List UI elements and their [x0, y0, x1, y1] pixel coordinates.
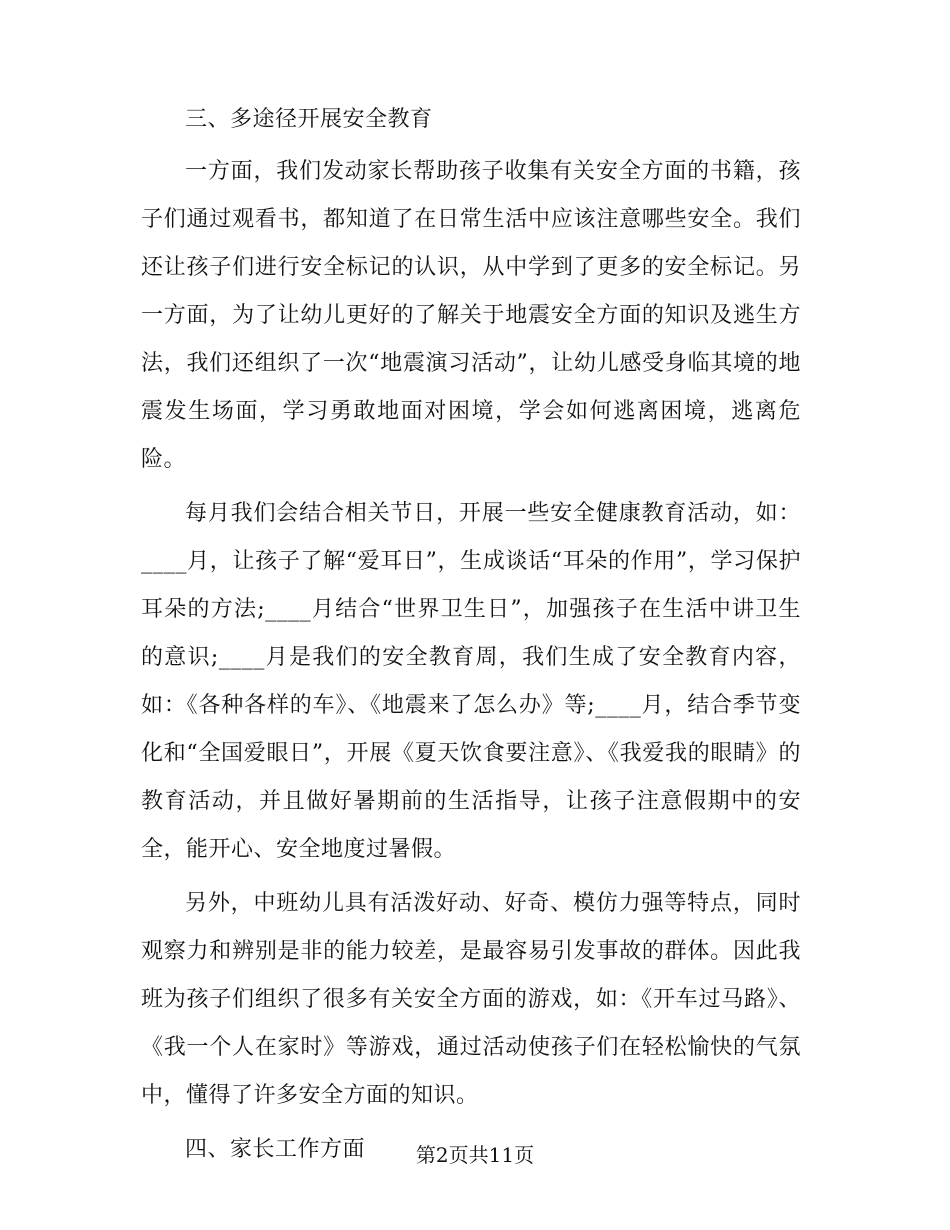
paragraph-monthly-activities: 每月我们会结合相关节日，开展一些安全健康教育活动，如：____月，让孩子了解“爱耳日”，生成谈话“耳朵的作用”，学习保护耳朵的方法;____月结合“世界卫生日”，加强孩子在生活中讲卫生的意识;____月是我们的安全教育周，我们生成了安全教育内容，如：《各种各样的车》、《地震来了怎么办》等;____月，结合季节变化和“全国爱眼日”，开展《夏天饮食要注意》、《我爱我的眼睛》的教育活动，并且做好暑期前的生活指导，让孩子注意假期中的安全，能开心、安全地度过暑假。: [141, 501, 801, 862]
document-body: [141, 96, 801, 1174]
paragraph-safety-games: 另外，中班幼儿具有活泼好动、好奇、模仿力强等特点，同时观察力和辨别是非的能力较差，是最容易引发事故的群体。因此我班为孩子们组织了很多有关安全方面的游戏，如：《开车过马路》、《我一个人在家时》等游戏，通过活动使孩子们在轻松愉快的气氛中，懂得了许多安全方面的知识。: [141, 891, 801, 1108]
section-heading-3: 三、多途径开展安全教育: [185, 107, 433, 132]
section-heading-4: 四、家长工作方面: [185, 1137, 366, 1162]
page-number: 第2页共11页: [415, 1143, 535, 1167]
paragraph-safety-books: 一方面，我们发动家长帮助孩子收集有关安全方面的书籍，孩子们通过观看书，都知道了在日常生活中应该注意哪些安全。我们还让孩子们进行安全标记的认识，从中学到了更多的安全标记。另一方面，为了让幼儿更好的了解关于地震安全方面的知识及逃生方法，我们还组织了一次“地震演习活动”，让幼儿感受身临其境的地震发生场面，学习勇敢地面对困境，学会如何逃离困境，逃离危险。: [141, 159, 801, 472]
